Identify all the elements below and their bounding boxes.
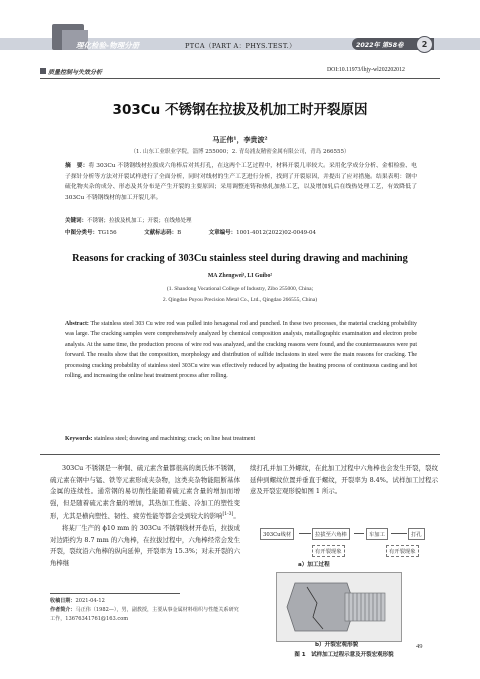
- author-bio: [50, 606, 240, 624]
- abstract-label-en: Abstract:: [65, 321, 89, 327]
- figure-1b-subcaption: b）开裂宏观形貌: [315, 642, 359, 648]
- flow-step-drilling: 打孔: [408, 528, 425, 540]
- doc-code-label: 文献标志码：: [144, 230, 178, 236]
- flow-note-crack-1: 有开裂现象: [312, 545, 345, 557]
- affiliation-en-2: 2. Qingdao Puyou Precision Metal Co., Ltd., Qingdao 266555, China): [162, 297, 318, 303]
- abstract-en: [65, 319, 417, 381]
- abstract-rule: [40, 454, 440, 455]
- keywords-cn: [65, 216, 417, 224]
- flow-step-drawing: 拉拔至六角棒: [312, 528, 350, 540]
- received-value: 2021-04-12: [75, 598, 105, 604]
- keywords-en: [65, 436, 417, 442]
- author-bio-text: 马正伟（1982—），男，副教授，主要从事金属材料组织与性能关系研究工作，13676341761@163.com: [50, 607, 239, 622]
- abstract-cn: [65, 161, 417, 203]
- hex-bar-illustration: [277, 573, 401, 641]
- section-tag: 质量控制与失效分析: [48, 69, 103, 76]
- abstract-text-cn: 将 303Cu 不锈钢线材拉拔成六角棒后对其打孔，在这两个工艺过程中，材料开裂几率较大。采用化学成分分析、金相检验、电子探针分析等方法对开裂试样进行了全面分析，同时对线材的生产工艺进行分析，找到了开裂原因，并提出了应对措施。结果表明：钢中硫化物夹杂的成分、形态及其分布是产生开裂的主要原因；采用调整连铸和热轧加热工艺，以及增加轧后在线热处理工艺，有效降低了 303Cu 不锈钢线材的加工开裂几率。: [65, 163, 417, 201]
- flow-arrow-3: [391, 533, 407, 534]
- article-no-label: 文章编号：: [208, 230, 237, 236]
- clc-label: 中图分类号：: [65, 230, 99, 236]
- authors-en: MA Zhengwei¹, LI Guibo²: [207, 273, 273, 279]
- article-no-value: 1001-4012(2022)02-0049-04: [236, 230, 317, 236]
- issue-number-badge: 2: [416, 36, 433, 53]
- figure-1a-subcaption: a）加工过程: [298, 562, 330, 568]
- doc-code-value: B: [177, 230, 182, 236]
- citation-ref: [1-3]: [222, 512, 234, 518]
- header-rule: [40, 78, 440, 79]
- flow-arrow-1: [299, 533, 311, 534]
- body-paragraph-2: 将某厂生产的 ϕ10 mm 的 303Cu 不锈钢线材开卷后，拉拔成对边距约为 8.7 mm 的六角棒，在拉拔过程中，六角棒经常会发生开裂，裂纹沿六角棒的纵向延伸，开裂率为 15.3%；对未开裂的六角棒继: [50, 524, 240, 567]
- received-date: [50, 597, 240, 606]
- keywords-label-en: Keywords:: [65, 436, 93, 442]
- abstract-label-cn: 摘 要：: [65, 163, 89, 169]
- authors-cn: 马正伟¹，李贵波²: [212, 135, 268, 144]
- figure-1-caption: 图 1 试样加工过程示意及开裂宏观形貌: [294, 652, 394, 658]
- body-paragraph-3: 续打孔并加工外螺纹，在此加工过程中六角棒也会发生开裂，裂纹延伸到螺纹位置并垂直于螺纹，开裂率为 8.4%。试样加工过程示意及开裂宏观形貌如图 1 所示。: [250, 464, 438, 496]
- title-cn: 303Cu 不锈钢在拉拔及机加工时开裂原因: [112, 102, 368, 118]
- title-en: Reasons for cracking of 303Cu stainless steel during drawing and machining: [72, 253, 408, 264]
- journal-name: 理化检验-物理分册: [76, 41, 140, 50]
- page-number: 49: [416, 643, 423, 650]
- section-marker-icon: [40, 68, 46, 74]
- flow-arrow-2: [354, 533, 364, 534]
- keywords-text-cn: 不锈钢；拉拔及机加工；开裂；在线热处理: [87, 218, 192, 224]
- classification-line: [65, 228, 417, 236]
- body-paragraph-1: 303Cu 不锈钢是一种铜、硫元素含量都很高的奥氏体不锈钢，硫元素在钢中与锰、铁等元素形成夹杂物，这类夹杂物能阻断基体金属的连续性。通常钢的易切削性能随着硫元素含量的增加而增强，但是随着硫元素含量的增加，其热加工性能、冷加工的塑性变形，尤其是横向塑性、韧性、疲劳性能等都会受到较大的影响[1-3]。: [50, 464, 240, 521]
- footnote: [50, 597, 240, 624]
- flow-step-wire-rod: 303Cu线材: [260, 528, 294, 540]
- body-left-column: [50, 463, 240, 569]
- author-bio-label: 作者简介：: [50, 607, 76, 613]
- body-paragraph-1-text: 303Cu 不锈钢是一种铜、硫元素含量都很高的奥氏体不锈钢，硫元素在钢中与锰、铁等元素形成夹杂物，这类夹杂物能阻断基体金属的连续性。通常钢的易切削性能随着硫元素含量的增加而增强，但是随着硫元素含量的增加，其热加工性能、冷加工的塑性变形，尤其是横向塑性、韧性、疲劳性能等都会受到较大的影响: [50, 464, 240, 521]
- doi: DOI:10.11973/lhjy-wl202202012: [327, 67, 405, 73]
- flow-step-turning: 车加工: [366, 528, 388, 540]
- keywords-text-en: stainless steel; drawing and machining; crack; on line heat treatment: [93, 436, 256, 442]
- affiliation-cn: （1. 山东工业职业学院，淄博 255000；2. 青岛浦友精密金属有限公司，青岛 266555）: [130, 149, 350, 155]
- affiliation-en-1: (1. Shandong Vocational College of Industry, Zibo 255000, China;: [166, 286, 314, 292]
- keywords-label-cn: 关键词：: [65, 218, 88, 224]
- flow-note-crack-2: 有开裂现象: [386, 545, 419, 557]
- journal-ptca: PTCA（PART A：PHYS.TEST.）: [185, 42, 297, 50]
- figure-1a-flowchart: [258, 526, 436, 574]
- received-label: 收稿日期：: [50, 598, 76, 604]
- year-volume: 2022年 第58卷: [356, 42, 404, 49]
- figure-1b-crack-photo: [276, 572, 402, 642]
- abstract-text-en: The stainless steel 303 Cu wire rod was pulled into hexagonal rod and punched. In these two processes, the material cracking probability was large. The cracking samples were comprehensively analyzed by chemical composition analysis, metallographic examination and electron probe analysis. At the same time, the production process of wire rod was analyzed, and the cracking reasons were found, and the countermeasures were put forward. The results show that the composition, morphology and distribution of sulfide inclusions in steel were the main reasons for cracking. The processing cracking probability of stainless steel 303Cu wire was effectively reduced by adjusting the heating process of continuous casting and hot rolling, and increasing the online heat treatment process after rolling.: [65, 321, 417, 380]
- clc-value: TG156: [98, 230, 117, 236]
- footnote-rule: [50, 593, 180, 594]
